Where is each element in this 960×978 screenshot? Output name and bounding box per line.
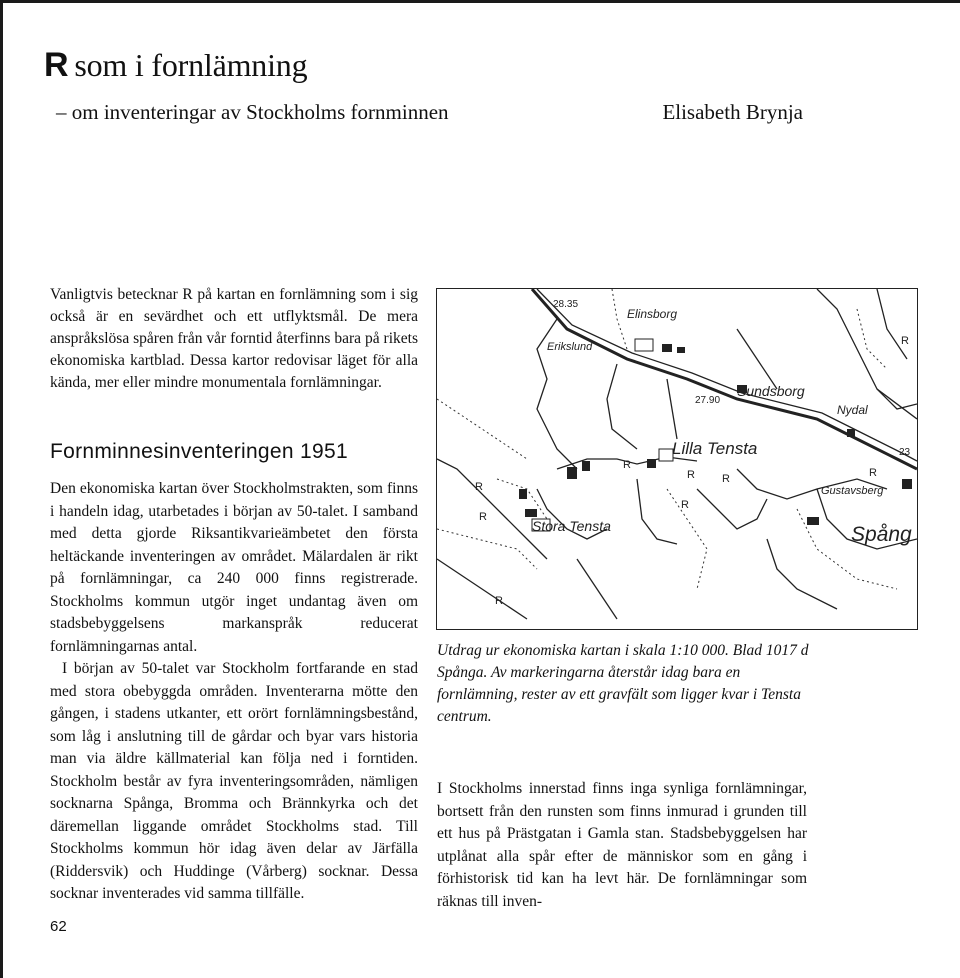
- body-paragraph-1: Den ekonomiska kartan över Stockholmstrakten, som finns i handeln idag, utarbetades i början av 50-talet. I samband med detta gjorde Riksantikvarieämbetet den första heltäckande inventeringen av området. Mälardalen är rikt på fornlämningar, ca 240 000 finns registrerade. Stockholms kommun utgör inget undantag även om stadsbebyggelsens markanspråk reducerat fornlämningarnas antal.: [50, 480, 418, 655]
- map-drawing: [437, 289, 917, 629]
- map-label-lilla-tensta: Lilla Tensta: [672, 439, 758, 458]
- map-label-elinsborg: Elinsborg: [627, 307, 678, 321]
- map-r-marker: R: [475, 481, 483, 493]
- map-grid-number: 23: [899, 447, 911, 458]
- map-r-marker: R: [495, 595, 503, 607]
- map-label-erikslund: Erikslund: [547, 341, 593, 353]
- map-caption: Utdrag ur ekonomiska kartan i skala 1:10 000. Blad 1017 d Spånga. Av markeringarna återstår idag bara en fornlämning, rester av ett gravfält som ligger kvar i Tensta centrum.: [437, 642, 809, 725]
- map-label-stora-tensta: Stora Tensta: [532, 518, 611, 534]
- top-border: [0, 0, 960, 3]
- right-paragraph: I Stockholms innerstad finns inga synliga fornlämningar, bortsett från den runsten som finns inmurad i grunden till ett hus på Prästgatan i Gamla stan. Stadsbebyggelsen har utplånat alla spår efter de människor som en gång i förhistorisk tid kan ha levt här. De fornlämningar som räknas till inven-: [437, 780, 807, 910]
- map-label-sundsborg: Sundsborg: [737, 383, 805, 399]
- left-border: [0, 0, 3, 978]
- map-r-marker: R: [623, 459, 631, 471]
- map-label-gustavsberg: Gustavsberg: [821, 485, 884, 497]
- map-label-spang: Spång: [851, 523, 912, 546]
- map-elevation-1: 28.35: [553, 299, 579, 310]
- map-excerpt: [436, 288, 918, 630]
- body-paragraph-2: I början av 50-talet var Stockholm fortfarande en stad med stora obebyggda områden. Inventerarna mötte den gången, i stadens utkanter, ett orört fornlämningsbestånd, som låg i anslutning till de gårdar och byar vars historia man via äldre källmaterial kan följa ned i forntiden. Stockholm består av fyra inventeringsområden, nämligen socknarna Spånga, Bromma och Brännkyrka och det däremellan liggande området Stockholms stad. Till Stockholms kommun hör idag även delar av Järfälla (Riddersvik) och Huddinge (Vårberg) socknar. Dessa socknar inventerades vid samma tillfälle.: [50, 660, 418, 902]
- map-r-marker: R: [681, 499, 689, 511]
- page-title: [44, 46, 307, 85]
- intro-paragraph: Vanligtvis betecknar R på kartan en fornlämning som i sig också är en sevärdhet och ett utflyktsmål. De mera anspråkslösa spåren från vår forntid återfinns bara på rikets ekonomiska kartblad. Dessa kartor redovisar läget för alla kända, mer eller mindre monumentala fornlämningar.: [50, 286, 418, 391]
- right-column-text: [437, 778, 807, 913]
- map-label-nydal: Nydal: [837, 403, 868, 417]
- author: Elisabeth Brynja: [662, 100, 803, 124]
- map-r-marker: R: [901, 335, 909, 347]
- map-r-marker: R: [687, 469, 695, 481]
- map-r-marker: R: [722, 473, 730, 485]
- rune-r-symbol: R: [44, 46, 69, 84]
- map-r-marker: R: [479, 511, 487, 523]
- map-r-marker: R: [869, 467, 877, 479]
- section-heading: Fornminnesinventeringen 1951: [50, 440, 348, 463]
- title-text: som i fornlämning: [74, 47, 308, 83]
- page-number: 62: [50, 918, 67, 935]
- body-text: [50, 478, 418, 906]
- subtitle: – om inventeringar av Stockholms fornminnen: [56, 100, 449, 124]
- map-elevation-2: 27.90: [695, 395, 721, 406]
